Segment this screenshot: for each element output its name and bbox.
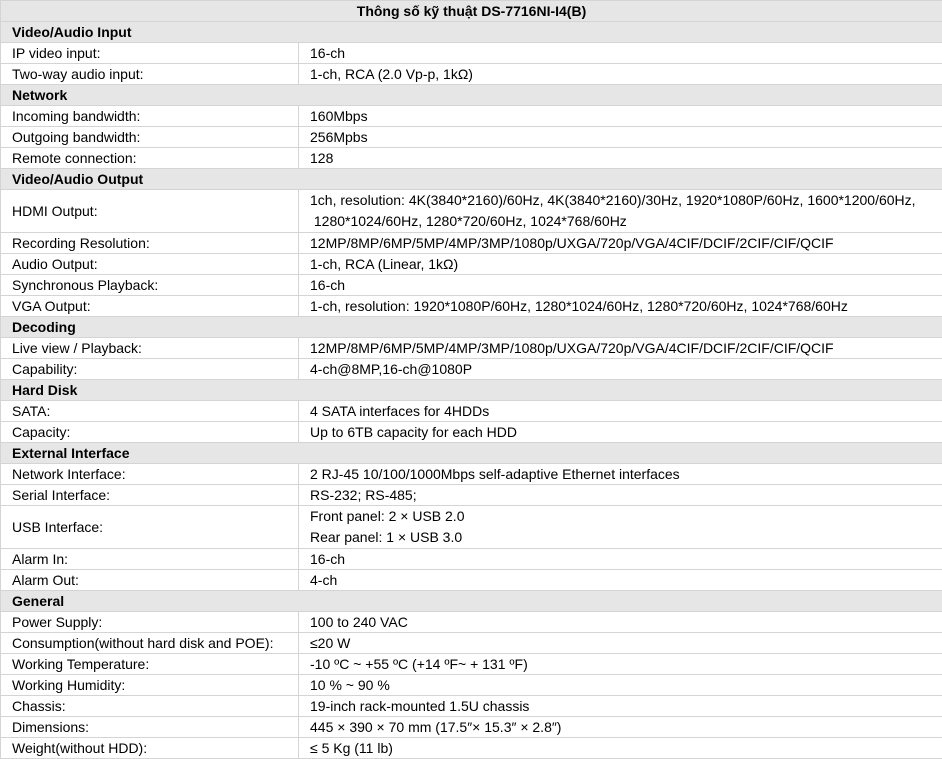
section-heading: Network (1, 85, 942, 106)
spec-value (299, 401, 942, 422)
spec-value-line: 1ch, resolution: 4K(3840*2160)/60Hz, 4K(3840*2160)/30Hz, 1920*1080P/60Hz, 1600*1200/60Hz, (310, 190, 942, 211)
spec-value-line: 16-ch (310, 275, 942, 295)
spec-value-line: Front panel: 2 × USB 2.0 (310, 506, 942, 527)
spec-value-line: 4 SATA interfaces for 4HDDs (310, 401, 942, 421)
spec-row (1, 570, 942, 591)
spec-row (1, 233, 942, 254)
spec-value-line: 100 to 240 VAC (310, 612, 942, 632)
spec-row (1, 127, 942, 148)
spec-value-line: 16-ch (310, 43, 942, 63)
spec-row (1, 549, 942, 570)
spec-label: Outgoing bandwidth: (1, 127, 299, 148)
spec-value-line: 19-inch rack-mounted 1.5U chassis (310, 696, 942, 716)
spec-row (1, 296, 942, 317)
spec-value (299, 233, 942, 254)
section-header-row (1, 85, 942, 106)
spec-row (1, 485, 942, 506)
spec-value (299, 570, 942, 591)
spec-label: USB Interface: (1, 506, 299, 549)
spec-value (299, 506, 942, 549)
spec-label: Chassis: (1, 696, 299, 717)
spec-value-line: 1-ch, RCA (2.0 Vp-p, 1kΩ) (310, 64, 942, 84)
spec-value (299, 485, 942, 506)
spec-value-line: 4-ch (310, 570, 942, 590)
spec-value-line: ≤ 5 Kg (11 lb) (310, 738, 942, 758)
spec-label: Audio Output: (1, 254, 299, 275)
spec-value (299, 359, 942, 380)
spec-value (299, 738, 942, 759)
spec-label: Network Interface: (1, 464, 299, 485)
spec-row (1, 275, 942, 296)
spec-value (299, 633, 942, 654)
spec-value-line: 256Mpbs (310, 127, 942, 147)
spec-label: Working Temperature: (1, 654, 299, 675)
spec-row (1, 422, 942, 443)
spec-label: Serial Interface: (1, 485, 299, 506)
spec-label: Dimensions: (1, 717, 299, 738)
spec-label: Recording Resolution: (1, 233, 299, 254)
spec-row (1, 190, 942, 233)
spec-value (299, 549, 942, 570)
spec-label: Live view / Playback: (1, 338, 299, 359)
spec-row (1, 612, 942, 633)
spec-value (299, 64, 942, 85)
spec-value (299, 675, 942, 696)
spec-value-line: 2 RJ-45 10/100/1000Mbps self-adaptive Ethernet interfaces (310, 464, 942, 484)
spec-label: Power Supply: (1, 612, 299, 633)
spec-row (1, 717, 942, 738)
spec-row (1, 254, 942, 275)
spec-row (1, 675, 942, 696)
section-header-row (1, 317, 942, 338)
spec-value (299, 296, 942, 317)
spec-row (1, 338, 942, 359)
spec-value (299, 127, 942, 148)
spec-value-line: 10 % ~ 90 % (310, 675, 942, 695)
spec-row (1, 506, 942, 549)
spec-row (1, 654, 942, 675)
spec-value-line: 4-ch@8MP,16-ch@1080P (310, 359, 942, 379)
spec-label: Weight(without HDD): (1, 738, 299, 759)
spec-row (1, 148, 942, 169)
spec-label: VGA Output: (1, 296, 299, 317)
spec-title: Thông số kỹ thuật DS-7716NI-I4(B) (1, 1, 942, 22)
spec-value-line: 1-ch, resolution: 1920*1080P/60Hz, 1280*1024/60Hz, 1280*720/60Hz, 1024*768/60Hz (310, 296, 942, 316)
spec-value (299, 275, 942, 296)
spec-label: IP video input: (1, 43, 299, 64)
spec-value-line: Up to 6TB capacity for each HDD (310, 422, 942, 442)
section-heading: Video/Audio Output (1, 169, 942, 190)
section-heading: Decoding (1, 317, 942, 338)
spec-label: Alarm Out: (1, 570, 299, 591)
section-header-row (1, 169, 942, 190)
spec-value (299, 717, 942, 738)
spec-value (299, 148, 942, 169)
spec-row (1, 696, 942, 717)
spec-label: Two-way audio input: (1, 64, 299, 85)
spec-value (299, 696, 942, 717)
section-heading: External Interface (1, 443, 942, 464)
spec-value (299, 43, 942, 64)
spec-value-line: 12MP/8MP/6MP/5MP/4MP/3MP/1080p/UXGA/720p/VGA/4CIF/DCIF/2CIF/CIF/QCIF (310, 233, 942, 253)
spec-label: Remote connection: (1, 148, 299, 169)
spec-label: Capability: (1, 359, 299, 380)
spec-value-line: 16-ch (310, 549, 942, 569)
title-row (1, 1, 942, 22)
spec-label: SATA: (1, 401, 299, 422)
spec-value (299, 338, 942, 359)
spec-row (1, 738, 942, 759)
spec-value-line: 1-ch, RCA (Linear, 1kΩ) (310, 254, 942, 274)
spec-row (1, 359, 942, 380)
section-header-row (1, 380, 942, 401)
spec-value (299, 654, 942, 675)
spec-row (1, 464, 942, 485)
section-heading: Hard Disk (1, 380, 942, 401)
spec-value-line: 12MP/8MP/6MP/5MP/4MP/3MP/1080p/UXGA/720p/VGA/4CIF/DCIF/2CIF/CIF/QCIF (310, 338, 942, 358)
spec-table-body (1, 1, 942, 759)
section-header-row (1, 591, 942, 612)
spec-value-line: 128 (310, 148, 942, 168)
spec-label: Alarm In: (1, 549, 299, 570)
spec-label: Capacity: (1, 422, 299, 443)
spec-value (299, 106, 942, 127)
spec-value-line: 1280*1024/60Hz, 1280*720/60Hz, 1024*768/60Hz (310, 211, 942, 232)
spec-row (1, 401, 942, 422)
spec-label: Synchronous Playback: (1, 275, 299, 296)
spec-value-line: 160Mbps (310, 106, 942, 126)
spec-value-line: Rear panel: 1 × USB 3.0 (310, 527, 942, 548)
spec-value-line: ≤20 W (310, 633, 942, 653)
spec-label: Working Humidity: (1, 675, 299, 696)
spec-row (1, 64, 942, 85)
spec-value (299, 612, 942, 633)
spec-value-line: 445 × 390 × 70 mm (17.5″× 15.3″ × 2.8″) (310, 717, 942, 737)
spec-value (299, 254, 942, 275)
spec-row (1, 106, 942, 127)
section-header-row (1, 22, 942, 43)
spec-label: Incoming bandwidth: (1, 106, 299, 127)
section-heading: Video/Audio Input (1, 22, 942, 43)
spec-value (299, 190, 942, 233)
spec-row (1, 43, 942, 64)
section-heading: General (1, 591, 942, 612)
spec-value-line: -10 ºC ~ +55 ºC (+14 ºF~ + 131 ºF) (310, 654, 942, 674)
spec-label: Consumption(without hard disk and POE): (1, 633, 299, 654)
spec-value (299, 464, 942, 485)
section-header-row (1, 443, 942, 464)
spec-value (299, 422, 942, 443)
spec-label: HDMI Output: (1, 190, 299, 233)
spec-value-line: RS-232; RS-485; (310, 485, 942, 505)
spec-row (1, 633, 942, 654)
